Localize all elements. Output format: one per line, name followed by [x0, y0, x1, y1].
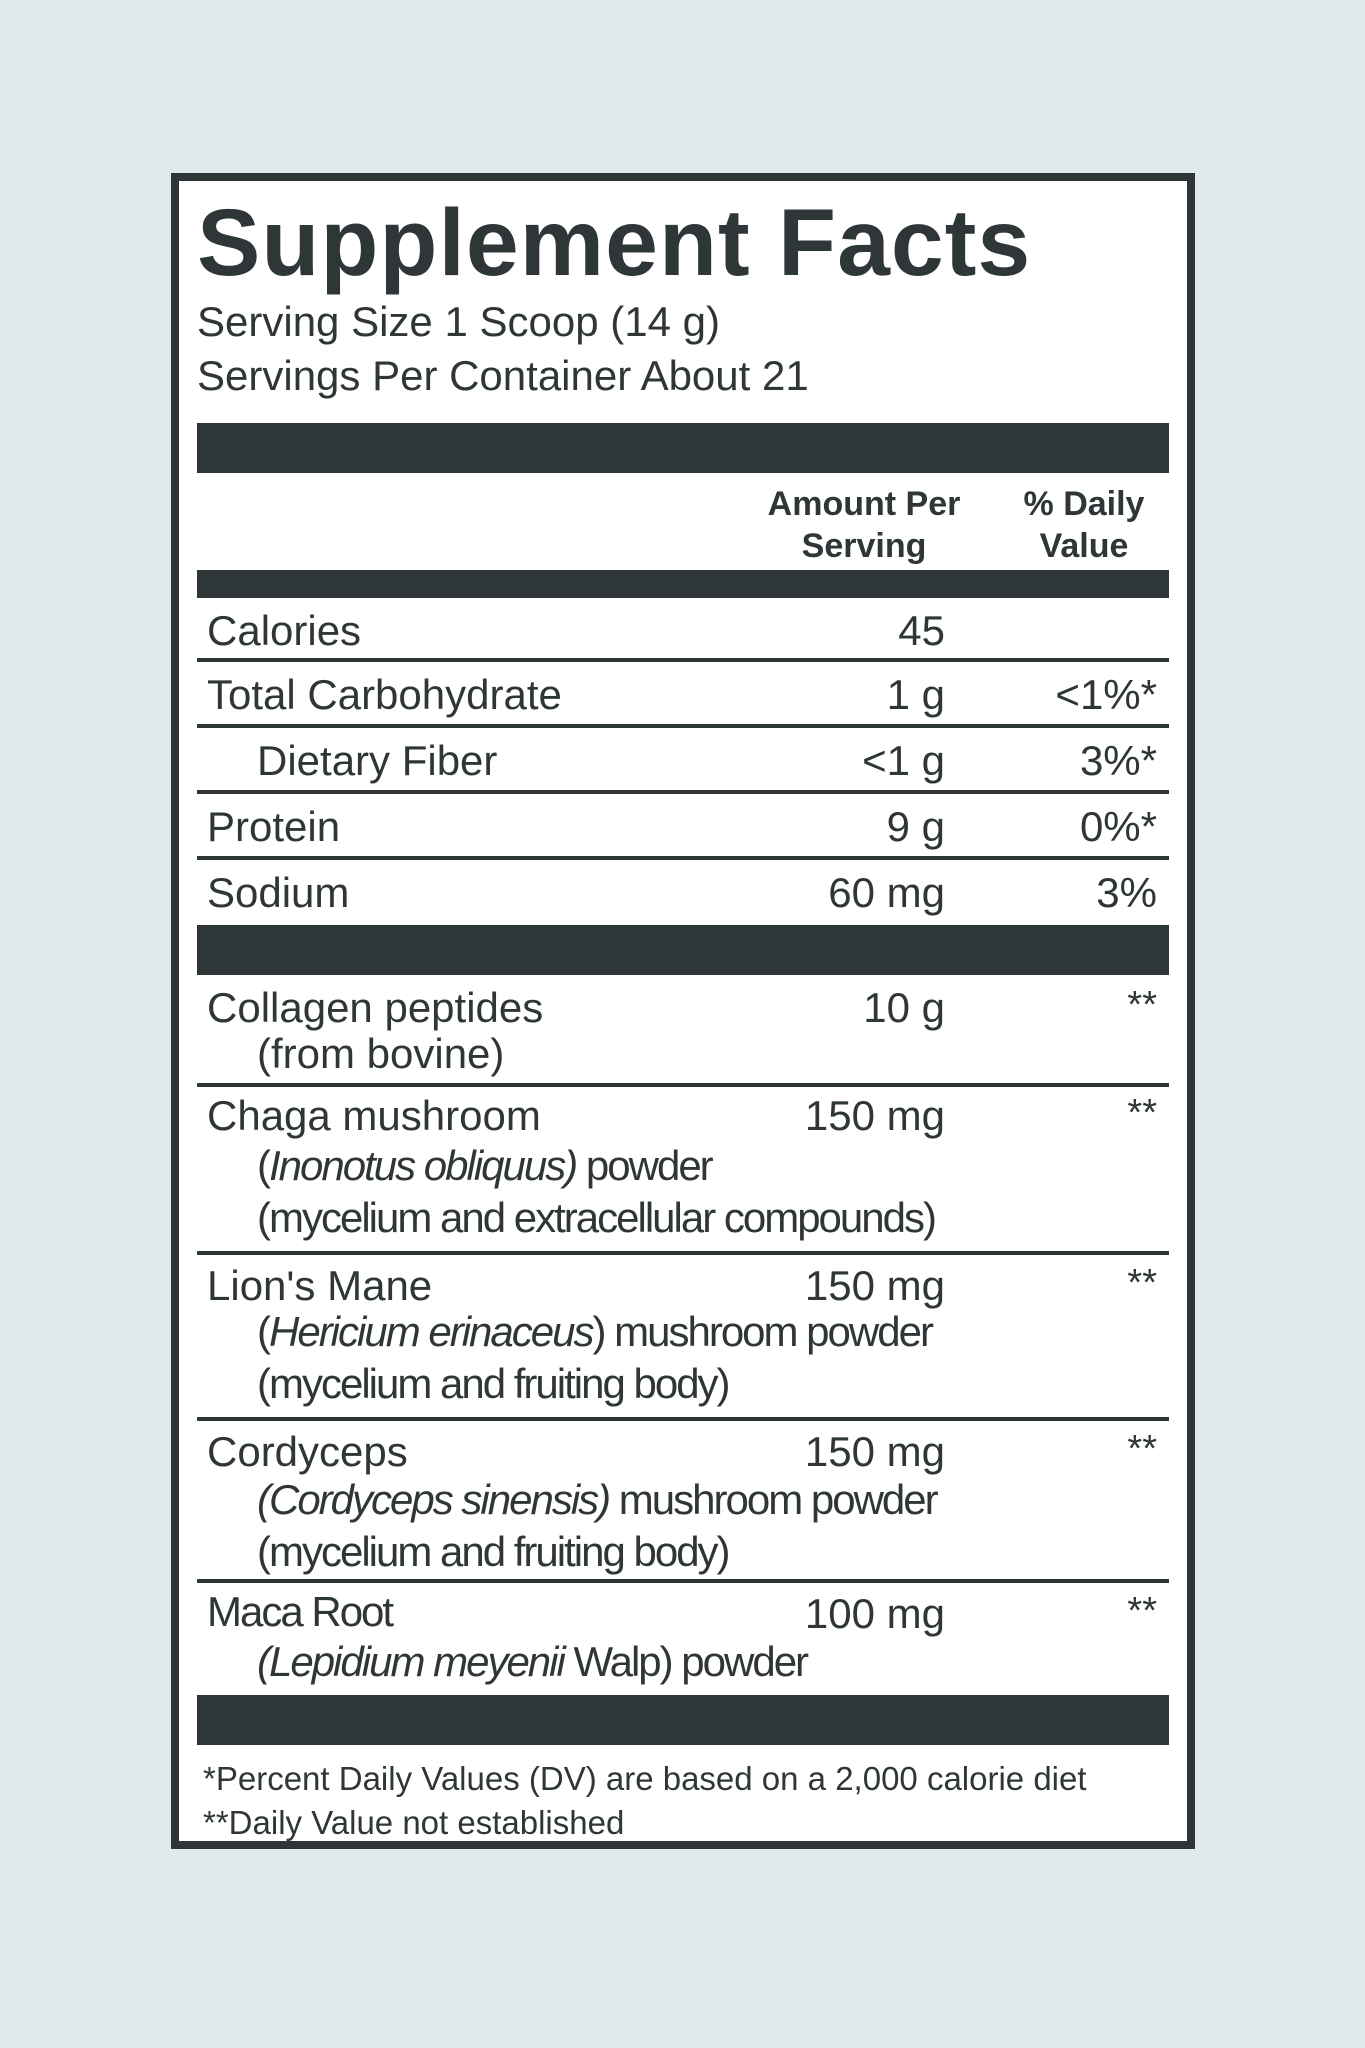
ingredient-row-maca: [197, 1583, 1169, 1695]
ingredient-row-chaga: [197, 1087, 1169, 1255]
ingredient-name: Maca Root: [207, 1588, 393, 1635]
ingredient-dv: **: [1127, 984, 1157, 1026]
nutrient-dv: <1%*: [1055, 671, 1157, 718]
nutrient-amount: 60 mg: [828, 869, 945, 916]
nutrient-name: Protein: [207, 803, 341, 850]
nutrient-row-dietary-fiber: [197, 728, 1169, 794]
nutrient-name: Dietary Fiber: [257, 737, 498, 784]
ingredient-species: (Inonotus obliquus) powder: [257, 1142, 712, 1189]
nutrient-dv: 0%*: [1079, 803, 1157, 850]
ingredient-dv: **: [1127, 1092, 1157, 1134]
nutrient-dv: 3%*: [1079, 737, 1157, 784]
nutrient-row-protein: [197, 794, 1169, 860]
ingredient-part: (mycelium and fruiting body): [257, 1528, 729, 1575]
ingredient-source: (from bovine): [257, 1030, 505, 1077]
ingredient-amount: 150 mg: [804, 1262, 945, 1309]
daily-value-header: % Daily Value: [1023, 485, 1145, 565]
ingredient-dv: **: [1127, 1590, 1157, 1632]
footnote-not-established: **Daily Value not established: [203, 1804, 625, 1841]
servings-per-container: Servings Per Container About 21: [197, 352, 809, 399]
ingredient-name: Collagen peptides: [207, 984, 544, 1031]
ingredient-amount: 150 mg: [804, 1428, 945, 1475]
ingredient-species: (Cordyceps sinensis) mushroom powder: [257, 1476, 937, 1523]
ingredient-part: (mycelium and fruiting body): [257, 1360, 729, 1407]
ingredient-row-lions-mane: [197, 1255, 1169, 1421]
nutrient-row-sodium: [197, 860, 1169, 925]
ingredient-name: Lion's Mane: [207, 1262, 433, 1309]
footnote-daily-values: *Percent Daily Values (DV) are based on a 2,000 calorie diet: [203, 1760, 1087, 1797]
ingredient-amount: 150 mg: [804, 1092, 945, 1139]
ingredient-amount: 10 g: [863, 984, 945, 1031]
divider-bar: [197, 925, 1169, 975]
nutrient-amount: 9 g: [886, 803, 945, 850]
footnotes: [197, 1745, 1169, 1845]
ingredient-species: (Hericium erinaceus) mushroom powder: [257, 1308, 932, 1355]
nutrient-name: Calories: [207, 607, 362, 654]
column-headers: [197, 473, 1169, 570]
nutrient-dv: 3%: [1096, 869, 1157, 916]
ingredient-name: Cordyceps: [207, 1428, 408, 1475]
nutrient-name: Sodium: [207, 869, 350, 916]
ingredient-row-cordyceps: [197, 1421, 1169, 1583]
nutrient-row-total-carbohydrate: [197, 662, 1169, 728]
divider-bar: [197, 423, 1169, 473]
ingredient-part: (mycelium and extracellular compounds): [257, 1194, 935, 1241]
divider-bar: [197, 1695, 1169, 1745]
nutrient-amount: <1 g: [862, 737, 945, 784]
ingredient-species: (Lepidium meyenii Walp) powder: [257, 1638, 808, 1685]
nutrient-amount: 1 g: [886, 671, 945, 718]
amount-per-serving-header: Amount Per Serving: [767, 485, 961, 565]
divider-bar: [197, 570, 1169, 598]
nutrient-amount: 45: [898, 607, 945, 654]
ingredient-dv: **: [1127, 1428, 1157, 1470]
ingredient-amount: 100 mg: [804, 1590, 945, 1637]
ingredient-name: Chaga mushroom: [207, 1092, 541, 1139]
ingredient-dv: **: [1127, 1262, 1157, 1304]
supplement-facts-panel: [171, 173, 1195, 1849]
serving-size: Serving Size 1 Scoop (14 g): [197, 298, 720, 345]
ingredient-row-collagen: [197, 975, 1169, 1087]
nutrient-name: Total Carbohydrate: [207, 671, 562, 718]
nutrient-row-calories: [197, 598, 1169, 662]
panel-title: Supplement Facts: [197, 190, 1032, 296]
